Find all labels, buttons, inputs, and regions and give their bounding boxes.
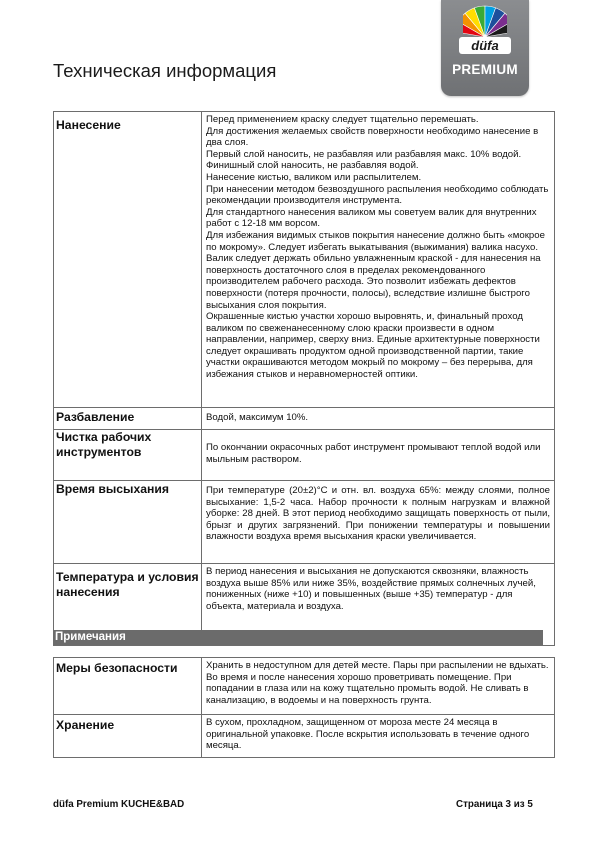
paragraph: По окончании окрасочных работ инструмент промывают теплой водой или мыльным раствором. (206, 442, 541, 465)
paragraph: Для избежания видимых стыков покрытия нанесение должно быть «мокрое по мокрому». Следует избегать выкатывания (выжимания) валика насухо. Валик следует держать обильно увлажненным краской - для нанесения на поверхность достаточного слоя в пределах рекомендованного производителем рабочего расхода. Это позволит избежать дефектов поверхности (потеря прочности, полосы), вследствие излишне быстрого высыхания слоя покрытия. (206, 229, 545, 311)
row-body (202, 658, 555, 715)
table-row (54, 112, 555, 408)
paragraph: При температуре (20±2)°С и отн. вл. воздуха 65%: между слоями, полное высыхание: 1,5-2 часа. Набор прочности к полным нагрузкам и влажной уборке: 28 дней. В этот период необходимо защищать поверхность от пыли, брызг и других загрязнений. При понижении температуры и повышении влажности воздуха время высыхания краски увеличивается. (206, 485, 550, 543)
table-row (54, 658, 555, 715)
row-body (202, 408, 555, 430)
color-fan-icon (463, 4, 507, 38)
footer-page-number: Страница 3 из 5 (456, 799, 533, 810)
paragraph: Нанесение кистью, валиком или распылителем. (206, 171, 422, 183)
paragraph: Для достижения желаемых свойств поверхности необходимо нанесение в два слоя. (206, 125, 539, 149)
paragraph: В период нанесения и высыхания не допускаются сквозняки, влажность воздуха выше 85% или ниже 35%, воздействие прямых солнечных лучей, пониженных (ниже +10) и повышенных (выше +35) температур - для объекта, материала и воздуха. (206, 566, 536, 612)
notes-table (53, 657, 555, 758)
table-row (54, 481, 555, 564)
page-title: Техническая информация (53, 60, 277, 81)
paragraph: При нанесении методом безвоздушного распыления необходимо соблюдать рекомендации производителя инструмента. (206, 183, 549, 207)
dufa-premium-logo (441, 0, 529, 96)
paragraph: Для стандартного нанесения валиком мы советуем валик для внутренних работ с 12-18 мм ворсом. (206, 206, 537, 230)
table-row (54, 408, 555, 430)
paragraph: Финишный слой наносить, не разбавляя водой. (206, 160, 419, 172)
row-label: Нанесение (54, 112, 202, 408)
row-label: Температура и условия нанесения (54, 564, 202, 646)
footer-product: düfa Premium KUCHE&BAD (53, 799, 185, 810)
paragraph: Первый слой наносить, не разбавляя или разбавляя макс. 10% водой. (206, 148, 522, 160)
paragraph: В сухом, прохладном, защищенном от мороза месте 24 месяца в оригинальной упаковке. После вскрытия использовать в течение одного месяца. (206, 717, 530, 752)
row-label: Время высыхания (54, 481, 202, 564)
table-row (54, 430, 555, 481)
paragraph: Хранить в недоступном для детей месте. Пары при распылении не вдыхать. Во время и после нанесения хорошо проветривать помещение. При попадании в глаза или на кожу тщательно промыть водой. Не сливать в канализацию, в водоемы и на поверхность грунта. (206, 660, 549, 706)
row-body (202, 715, 555, 758)
row-label: Хранение (54, 715, 202, 758)
row-body (202, 430, 555, 481)
technical-info-table (53, 111, 555, 646)
paragraph: Окрашенные кистью участки хорошо выровнять, и, финальный проход валиком по свеженанесенному слою краски произвести в одном направлении, например, сверху вниз. Единые архитектурные поверхности следует окрашивать продуктом одной производственной партии, такие участки окрашиваются методом мокрый по мокрому – без перерыва, для избежания стыков и неравномерностей оптики. (206, 311, 540, 381)
row-label: Меры безопасности (54, 658, 202, 715)
logo-brand: düfa (459, 37, 511, 54)
logo-tagline: PREMIUM (452, 62, 518, 77)
paragraph: Перед применением краску следует тщательно перемешать. (206, 114, 479, 125)
row-body (202, 481, 555, 564)
row-label: Чистка рабочих инструментов (54, 430, 202, 481)
notes-header: Примечания (53, 630, 543, 645)
table-row (54, 715, 555, 758)
paragraph: Водой, максимум 10%. (206, 412, 309, 423)
row-label: Разбавление (54, 408, 202, 430)
row-body (202, 112, 555, 408)
